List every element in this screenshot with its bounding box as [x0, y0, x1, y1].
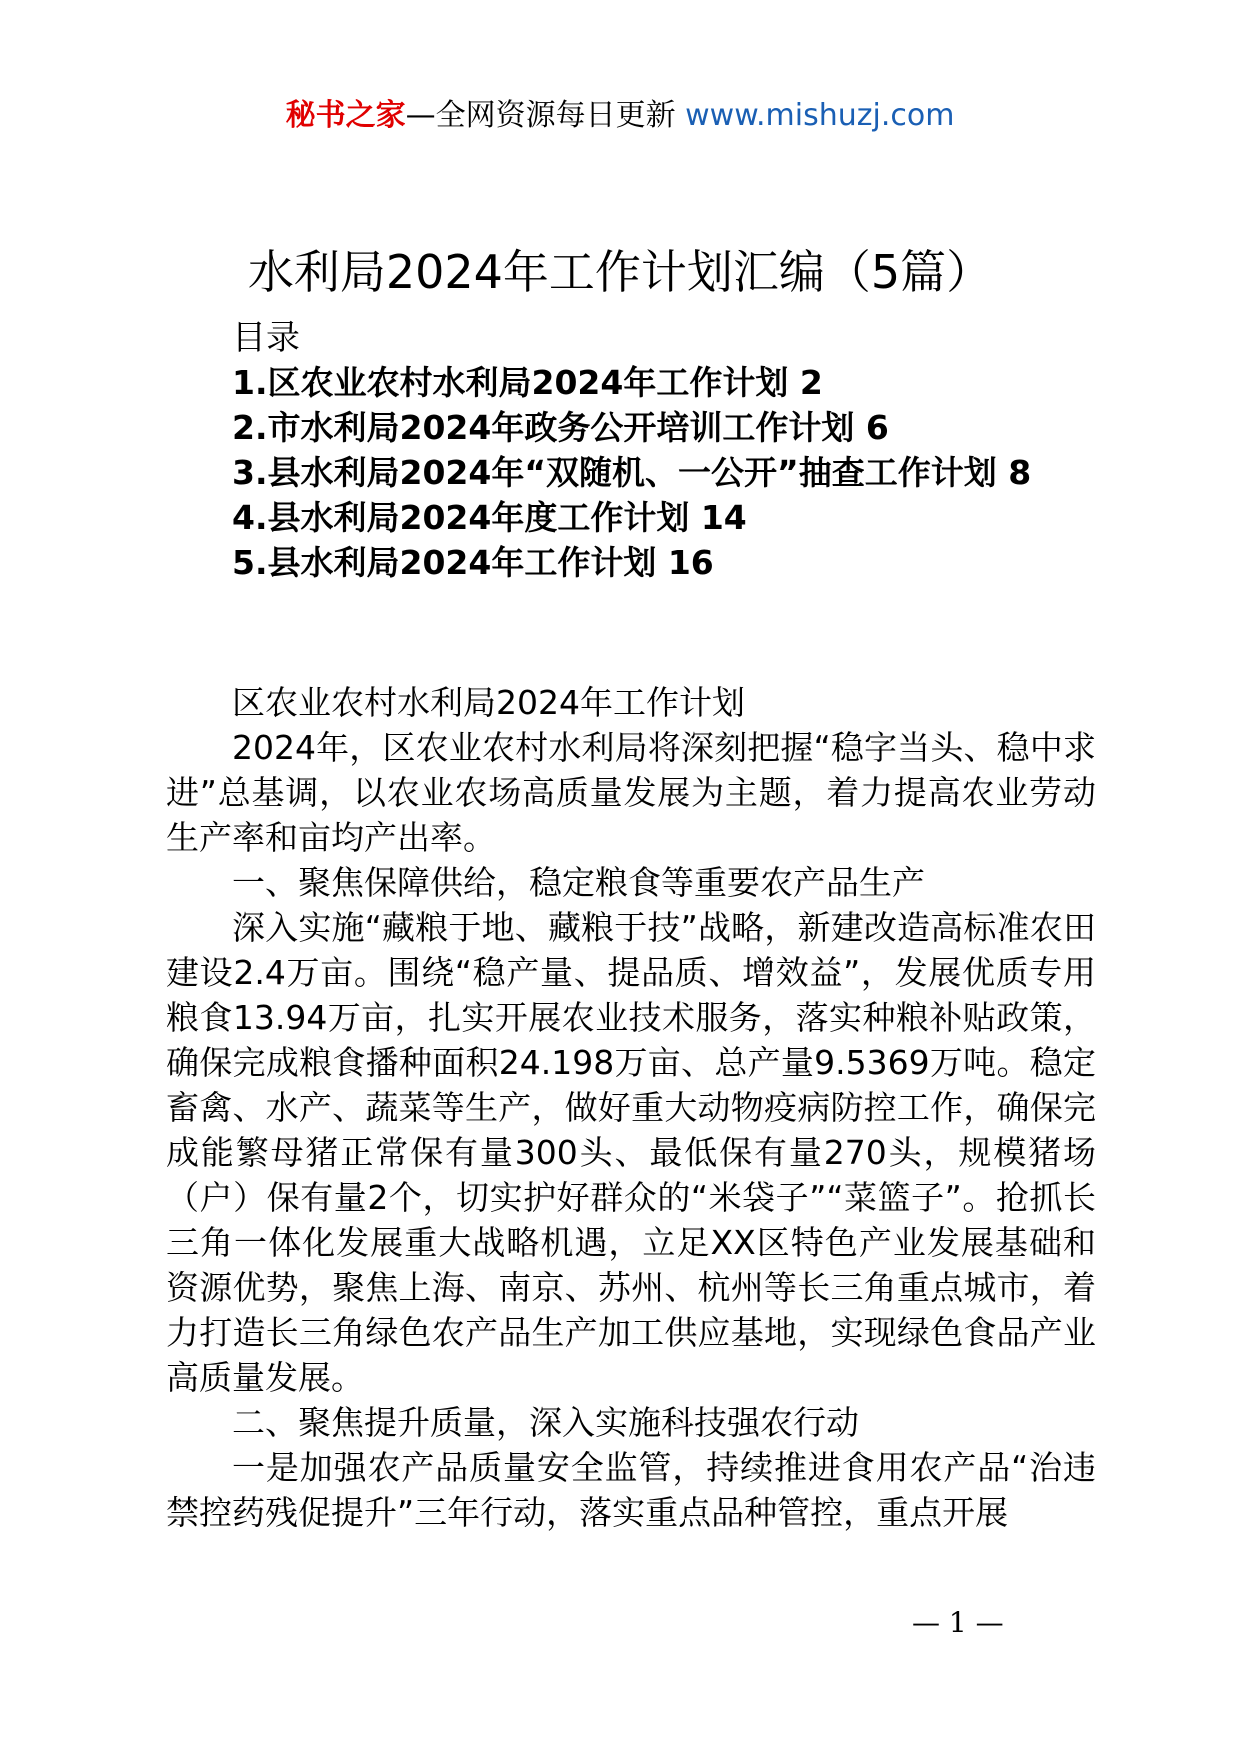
- site-brand: 秘书之家: [285, 98, 406, 133]
- page-number: — 1 —: [912, 1606, 1004, 1639]
- section-title: 区农业农村水利局2024年工作计划: [232, 683, 745, 722]
- body-paragraph: 2024年，区农业农村水利局将深刻把握“稳字当头、稳中求进”总基调，以农业农场高质量发展为主题，着力提高农业劳动生产率和亩均产出率。: [166, 728, 1096, 857]
- toc-item-3[interactable]: 3.县水利局2024年“双随机、一公开”抽查工作计划 8: [232, 453, 1032, 492]
- section-heading-2: 二、聚焦提升质量，深入实施科技强农行动: [232, 1403, 859, 1442]
- section-heading-1: 一、聚焦保障供给，稳定粮食等重要农产品生产: [232, 863, 925, 902]
- toc-item-2[interactable]: 2.市水利局2024年政务公开培训工作计划 6: [232, 408, 889, 447]
- body-paragraph: 深入实施“藏粮于地、藏粮于技”战略，新建改造高标准农田建设2.4万亩。围绕“稳产量、提品质、增效益”，发展优质专用粮食13.94万亩，扎实开展农业技术服务，落实种粮补贴政策，确保完成粮食播种面积24.198万亩、总产量9.5369万吨。稳定畜禽、水产、蔬菜等生产，做好重大动物疫病防控工作，确保完成能繁母猪正常保有量300头、最低保有量270头，规模猪场（户）保有量2个，切实护好群众的“米袋子”“菜篮子”。抢抓长三角一体化发展重大战略机遇，立足XX区特色产业发展基础和资源优势，聚焦上海、南京、苏州、杭州等长三角重点城市，着力打造长三角绿色农产品生产加工供应基地，实现绿色食品产业高质量发展。: [166, 908, 1096, 1397]
- body-paragraph: 一是加强农产品质量安全监管，持续推进食用农产品“治违禁控药残促提升”三年行动，落实重点品种管控，重点开展: [166, 1448, 1096, 1532]
- site-slogan: —全网资源每日更新: [405, 98, 686, 133]
- site-url-link[interactable]: www.mishuzj.com: [685, 98, 955, 133]
- toc-heading: 目录: [232, 318, 300, 358]
- table-of-contents: [166, 360, 1096, 585]
- site-header: [0, 96, 1240, 136]
- document-body: [166, 680, 1096, 1535]
- document-title: 水利局2024年工作计划汇编（5篇）: [247, 245, 993, 299]
- toc-item-1[interactable]: 1.区农业农村水利局2024年工作计划 2: [232, 363, 823, 402]
- toc-item-4[interactable]: 4.县水利局2024年度工作计划 14: [232, 498, 747, 537]
- toc-item-5[interactable]: 5.县水利局2024年工作计划 16: [232, 543, 714, 582]
